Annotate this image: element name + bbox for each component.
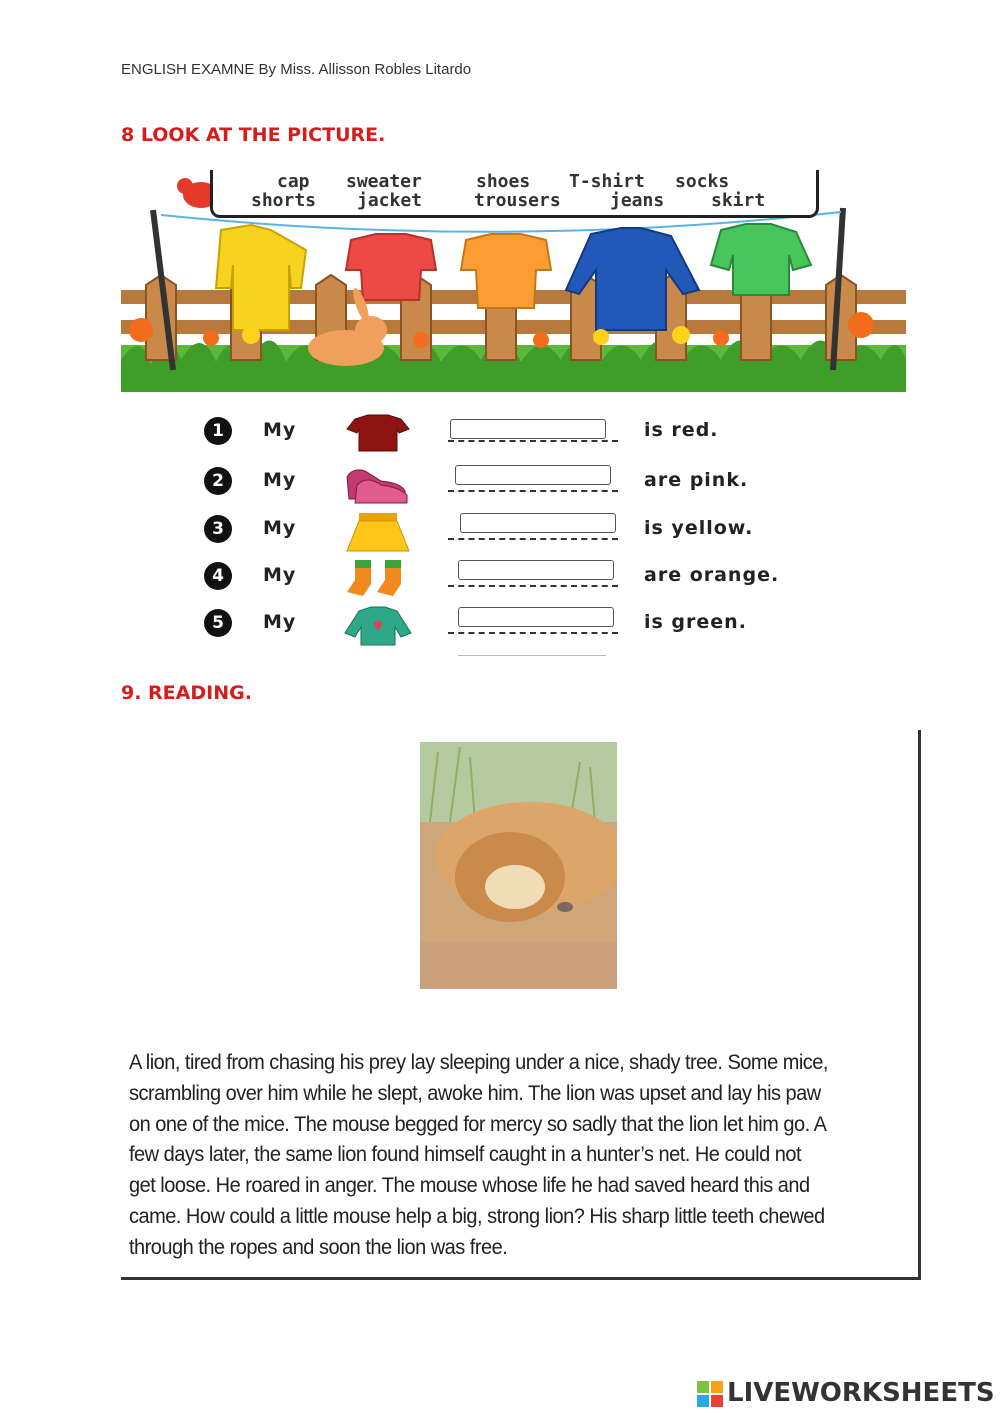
- word-bank-word: shorts: [251, 190, 317, 211]
- answer-line: [448, 538, 618, 540]
- word-bank-word: jacket: [357, 190, 423, 211]
- exercise-my: My: [263, 469, 297, 491]
- exercise-suffix: are orange.: [644, 564, 780, 586]
- section-9-title: 9. READING.: [121, 682, 252, 704]
- exercise-my: My: [263, 517, 297, 539]
- answer-input[interactable]: [455, 465, 611, 485]
- exercise-row: [200, 511, 840, 551]
- story-line: few days later, the same lion found himself caught in a hunter’s net. He could not: [129, 1142, 802, 1167]
- answer-line: [448, 490, 618, 492]
- answer-input[interactable]: [458, 607, 614, 627]
- skirt-icon: [343, 511, 413, 553]
- exercise-suffix: are pink.: [644, 469, 749, 491]
- word-bank-word: trousers: [474, 190, 561, 211]
- exercise-row: [200, 463, 840, 503]
- story-line: A lion, tired from chasing his prey lay sleeping under a nice, shady tree. Some mice,: [129, 1050, 828, 1074]
- logo-text: LIVEWORKSHEETS: [727, 1378, 995, 1408]
- logo-icon: [697, 1381, 723, 1407]
- word-bank-word: skirt: [711, 190, 766, 211]
- lion-mouse-illustration: [420, 742, 617, 989]
- answer-input[interactable]: [450, 419, 606, 439]
- answer-line: [448, 632, 618, 634]
- word-bank-word: sweater: [346, 171, 422, 192]
- frame-border: [121, 1277, 921, 1280]
- answer-line: [448, 440, 618, 442]
- exercise-number: 3: [204, 515, 232, 543]
- story-line: scrambling over him while he slept, awoke him. The lion was upset and lay his paw: [129, 1080, 821, 1105]
- exercise-number: 4: [204, 562, 232, 590]
- exercise-row: [200, 413, 840, 453]
- answer-input[interactable]: [460, 513, 616, 533]
- word-bank: [210, 170, 819, 218]
- exercise-row: [200, 605, 840, 645]
- shoes-icon: [343, 463, 413, 505]
- answer-line: [448, 585, 618, 587]
- exercise-my: My: [263, 564, 297, 586]
- story-line: on one of the mice. The mouse begged for mercy so sadly that the lion let him go. A: [129, 1111, 827, 1136]
- exercise-number: 1: [204, 417, 232, 445]
- exercise-suffix: is yellow.: [644, 517, 754, 539]
- word-bank-word: shoes: [476, 171, 531, 192]
- reading-passage: [129, 1047, 920, 1263]
- word-bank-word: T-shirt: [569, 171, 645, 192]
- word-bank-word: cap: [277, 171, 310, 192]
- exercise-number: 5: [204, 609, 232, 637]
- sweater-icon: [343, 605, 413, 647]
- word-bank-word: socks: [675, 171, 730, 192]
- tshirt-icon: [343, 413, 413, 455]
- exercise-my: My: [263, 419, 297, 441]
- story-line: get loose. He roared in anger. The mouse whose life he had saved heard this and: [129, 1173, 810, 1198]
- answer-input[interactable]: [458, 560, 614, 580]
- exercise-number: 2: [204, 467, 232, 495]
- story-line: came. How could a little mouse help a big, strong lion? His sharp little teeth chewed: [129, 1203, 825, 1228]
- divider: [458, 655, 606, 656]
- page-header: ENGLISH EXAMNE By Miss. Allisson Robles Litardo: [121, 61, 472, 78]
- section-8-title: 8 LOOK AT THE PICTURE.: [121, 124, 386, 146]
- exercise-my: My: [263, 611, 297, 633]
- exercise-row: [200, 558, 840, 598]
- exercise-suffix: is green.: [644, 611, 747, 633]
- exercise-suffix: is red.: [644, 419, 719, 441]
- socks-icon: [343, 558, 413, 600]
- word-bank-word: jeans: [610, 190, 665, 211]
- story-line: through the ropes and soon the lion was free.: [129, 1234, 508, 1259]
